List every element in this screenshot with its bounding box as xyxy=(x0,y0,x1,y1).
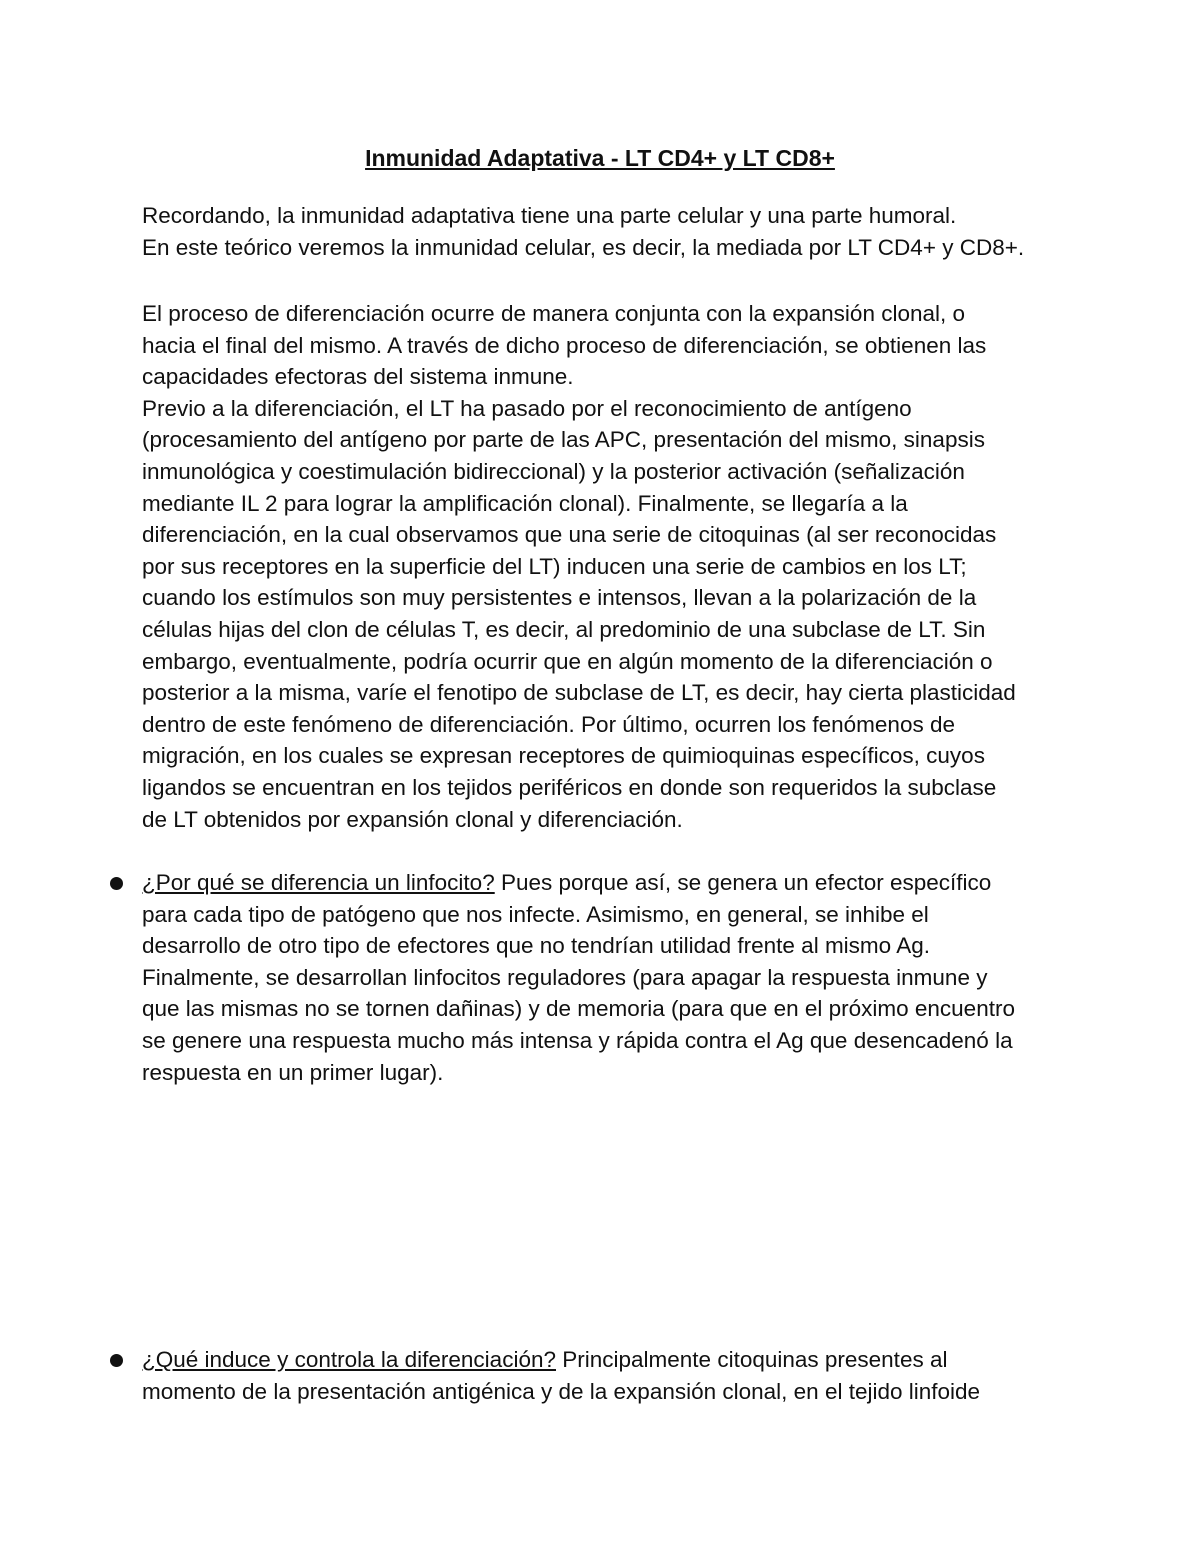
text-line: Finalmente, se desarrollan linfocitos reguladores (para apagar la respuesta inmune y xyxy=(142,964,988,990)
text-line: Recordando, la inmunidad adaptativa tiene una parte celular y una parte humoral. xyxy=(142,203,957,228)
text-line: migración, en los cuales se expresan receptores de quimioquinas específicos, cuyos xyxy=(142,743,985,769)
document-title: Inmunidad Adaptativa - LT CD4+ y LT CD8+ xyxy=(365,145,835,171)
body-paragraph xyxy=(142,298,1072,835)
text-line: capacidades efectoras del sistema inmune. xyxy=(142,364,574,390)
text-line: hacia el final del mismo. A través de dicho proceso de diferenciación, se obtienen las xyxy=(142,332,987,358)
text-line: Previo a la diferenciación, el LT ha pasado por el reconocimiento de antígeno xyxy=(142,395,912,421)
text-line: que las mismas no se tornen dañinas) y de memoria (para que en el próximo encuentro xyxy=(142,996,1015,1022)
bullet-question: ¿Qué induce y controla la diferenciación? xyxy=(142,1347,556,1372)
text-line: inmunológica y coestimulación bidireccional) y la posterior activación (señalización xyxy=(142,458,965,484)
text-line: de LT obtenidos por expansión clonal y diferenciación. xyxy=(142,806,683,832)
text-line: desarrollo de otro tipo de efectores que no tendrían utilidad frente al mismo Ag. xyxy=(142,933,930,959)
intro-paragraph xyxy=(142,200,1072,263)
bullet-dot xyxy=(110,1354,123,1367)
bullet-item-1 xyxy=(142,867,1072,1088)
text-line: posterior a la misma, varíe el fenotipo de subclase de LT, es decir, hay cierta plasticidad xyxy=(142,680,1016,706)
text-line: diferenciación, en la cual observamos que una serie de citoquinas (al ser reconocidas xyxy=(142,522,997,548)
text-line: células hijas del clon de células T, es decir, al predominio de una subclase de LT. Sin xyxy=(142,616,986,642)
text-line: se genere una respuesta mucho más intensa y rápida contra el Ag que desencadenó la xyxy=(142,1027,1013,1053)
text-line: ligandos se encuentran en los tejidos periféricos en donde son requeridos la subclase xyxy=(142,774,997,800)
text-line: El proceso de diferenciación ocurre de manera conjunta con la expansión clonal, o xyxy=(142,301,966,326)
bullet-item-2 xyxy=(142,1344,1072,1407)
text-line: dentro de este fenómeno de diferenciación. Por último, ocurren los fenómenos de xyxy=(142,711,955,737)
text-line xyxy=(142,1344,1072,1376)
text-line xyxy=(142,867,1072,899)
text-line: cuando los estímulos son muy persistentes e intensos, llevan a la polarización de la xyxy=(142,585,977,611)
text-line: En este teórico veremos la inmunidad celular, es decir, la mediada por LT CD4+ y CD8+. xyxy=(142,234,1025,260)
text-line: (procesamiento del antígeno por parte de las APC, presentación del mismo, sinapsis xyxy=(142,427,985,453)
text-line: para cada tipo de patógeno que nos infecte. Asimismo, en general, se inhibe el xyxy=(142,901,929,927)
text-line: respuesta en un primer lugar). xyxy=(142,1059,444,1085)
text-line: embargo, eventualmente, podría ocurrir que en algún momento de la diferenciación o xyxy=(142,648,993,674)
bullet-question: ¿Por qué se diferencia un linfocito? xyxy=(142,870,495,895)
text-line: por sus receptores en la superficie del LT) inducen una serie de cambios en los LT; xyxy=(142,553,967,579)
text-line: momento de la presentación antigénica y de la expansión clonal, en el tejido linfoide xyxy=(142,1378,981,1404)
text-line: mediante IL 2 para lograr la amplificación clonal). Finalmente, se llegaría a la xyxy=(142,490,908,516)
bullet-dot xyxy=(110,877,123,890)
bullet-answer-start: Principalmente citoquinas presentes al xyxy=(556,1347,948,1372)
bullet-answer-start: Pues porque así, se genera un efector específico xyxy=(494,870,992,895)
